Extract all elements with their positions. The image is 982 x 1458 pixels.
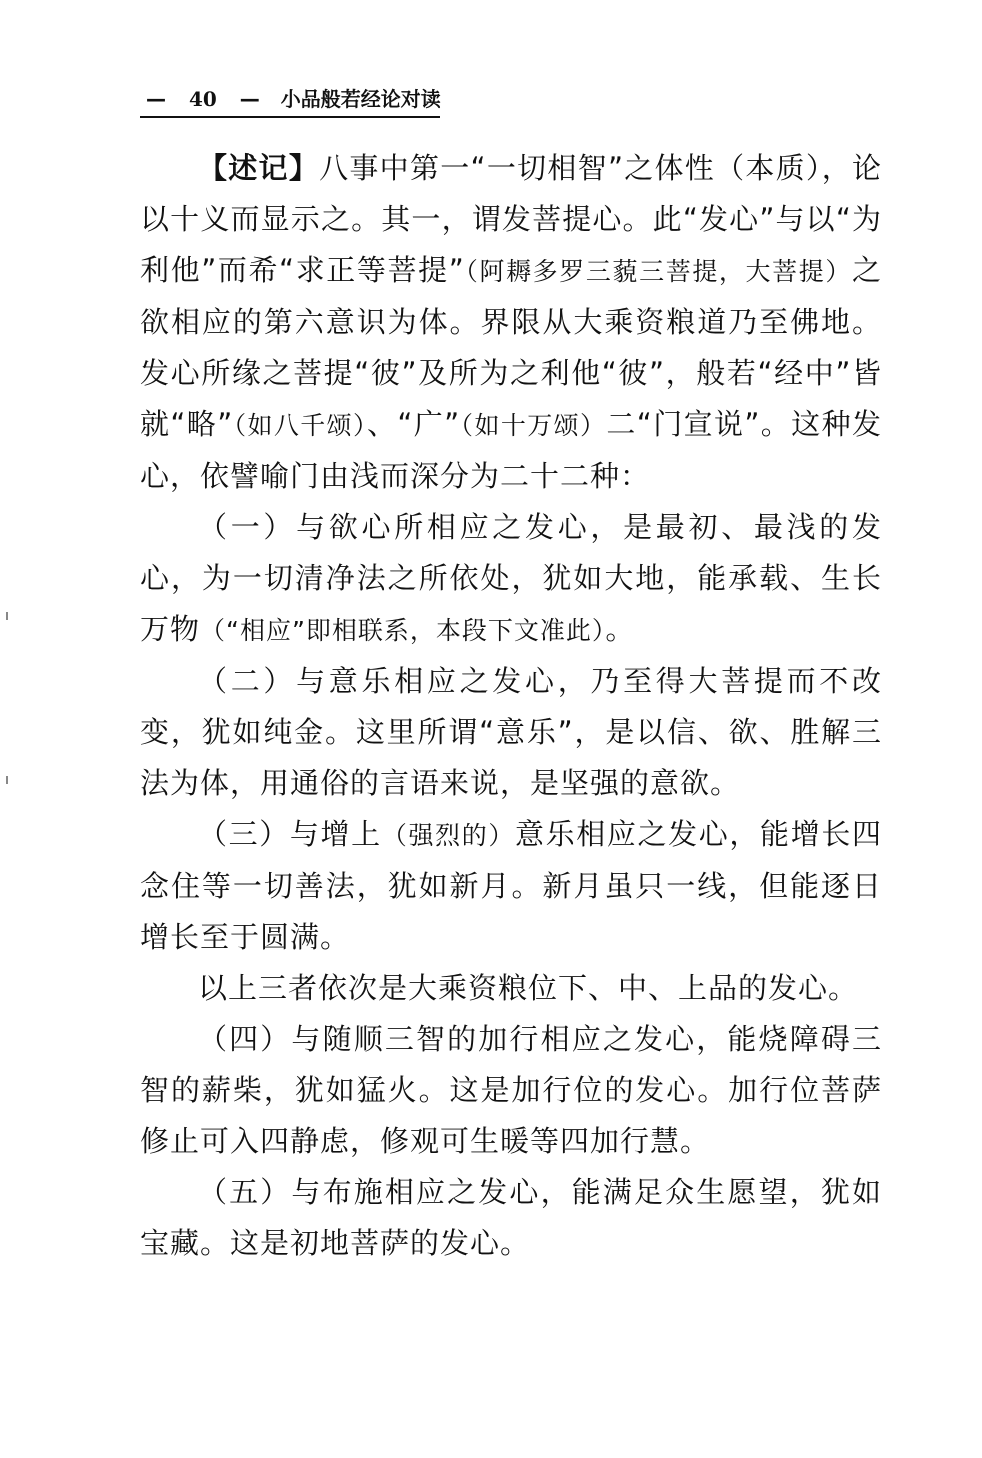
paragraph-note: （如八千颂） <box>233 411 367 440</box>
paragraph-item-2 <box>140 656 882 809</box>
paragraph-item-3 <box>140 809 882 963</box>
book-title: 小品般若经论对读 <box>280 87 441 111</box>
paragraph-text: （四）与随顺三智的加行相应之发心，能烧障碍三智的薪柴，犹如猛火。这是加行位的发心。加行位菩萨修止可入四静虑，修观可生暖等四加行慧。 <box>140 1022 882 1158</box>
paragraph-commentary-intro <box>140 143 882 502</box>
paragraph-text: 之欲相应的第六意识为体。界限从大乘资粮道乃至佛地。发心所缘之菩提“彼”及所为之利他“彼”，般若“经中”皆就“略” <box>140 253 882 441</box>
header-rule <box>140 116 440 118</box>
paragraph-text: 意乐相应之发心，能增长四念住等一切善法，犹如新月。新月虽只一线，但能逐日增长至于圆满。 <box>140 817 882 954</box>
margin-mark <box>6 612 8 620</box>
paragraph-text: 八事中第一“一切相智”之体性（本质），论以十义而显示之。其一，谓发菩提心。此“发心”与以“为利他”而希“求正等菩提” <box>140 151 882 287</box>
running-header <box>140 84 460 118</box>
paragraph-note: （阿耨多罗三藐三菩提，大菩提） <box>464 257 852 286</box>
paragraph-summary <box>140 963 882 1014</box>
commentary-tag: 【述记】 <box>198 151 320 185</box>
body-text <box>140 143 882 1269</box>
paragraph-item-1 <box>140 502 882 656</box>
header-dash-left: — <box>146 87 166 111</box>
paragraph-item-4 <box>140 1014 882 1167</box>
paragraph-text: 、“广” <box>366 407 461 441</box>
paragraph-text: 二“门宣说”。这种发心，依譬喻门由浅而深分为二十二种： <box>140 407 882 493</box>
paragraph-note: （“相应”即相联系，本段下文准此） <box>200 616 606 645</box>
page-number: 40 <box>188 87 217 111</box>
paragraph-note: （强烈的） <box>381 821 515 850</box>
paragraph-text: 以上三者依次是大乘资粮位下、中、上品的发心。 <box>198 971 859 1005</box>
header-dash-right: — <box>239 87 260 111</box>
paragraph-item-5 <box>140 1167 882 1269</box>
margin-mark <box>6 776 8 784</box>
paragraph-text: （三）与增上 <box>198 817 382 851</box>
paragraph-note: （如十万颂） <box>460 411 607 440</box>
paragraph-text: （二）与意乐相应之发心，乃至得大菩提而不改变，犹如纯金。这里所谓“意乐”，是以信、欲、胜解三法为体，用通俗的言语来说，是坚强的意欲。 <box>140 664 882 800</box>
paragraph-text: （一）与欲心所相应之发心，是最初、最浅的发心，为一切清净法之所依处，犹如大地，能承载、生长万物 <box>140 510 882 646</box>
paragraph-text: （五）与布施相应之发心，能满足众生愿望，犹如宝藏。这是初地菩萨的发心。 <box>140 1175 882 1260</box>
paragraph-text: 。 <box>605 612 636 646</box>
